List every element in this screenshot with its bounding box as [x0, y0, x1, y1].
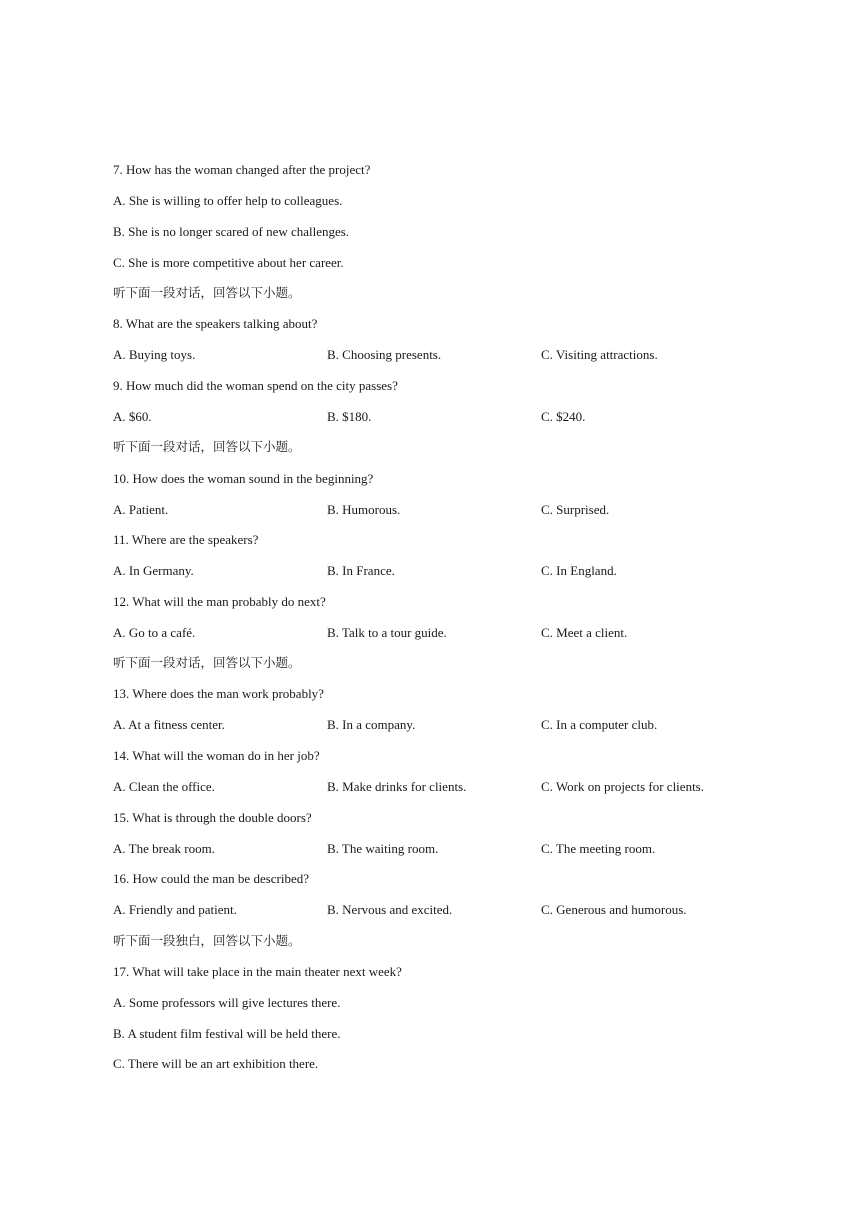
- q16-option-a: A. Friendly and patient.: [113, 902, 237, 917]
- q15-option-b: B. The waiting room.: [327, 841, 439, 856]
- q16-option-b: B. Nervous and excited.: [327, 902, 453, 917]
- question-16: 16. How could the man be described?: [113, 871, 310, 886]
- question-7: 7. How has the woman changed after the project?: [113, 162, 371, 177]
- q8-option-a: A. Buying toys.: [113, 347, 196, 362]
- q15-option-a: A. The break room.: [113, 841, 215, 856]
- q14-option-b: B. Make drinks for clients.: [327, 779, 467, 794]
- question-8: 8. What are the speakers talking about?: [113, 316, 318, 331]
- q15-option-c: C. The meeting room.: [541, 841, 656, 856]
- q7-option-c: C. She is more competitive about her career.: [113, 255, 344, 270]
- q17-option-a: A. Some professors will give lectures there.: [113, 995, 341, 1010]
- q14-option-a: A. Clean the office.: [113, 779, 215, 794]
- q13-option-a: A. At a fitness center.: [113, 717, 225, 732]
- q9-option-c: C. $240.: [541, 409, 586, 424]
- section-instruction: 听下面一段对话，回答以下小题。: [113, 655, 301, 670]
- q10-option-b: B. Humorous.: [327, 502, 401, 517]
- q7-option-b: B. She is no longer scared of new challenges.: [113, 224, 350, 239]
- question-12: 12. What will the man probably do next?: [113, 594, 326, 609]
- q11-option-c: C. In England.: [541, 563, 617, 578]
- q10-option-c: C. Surprised.: [541, 502, 610, 517]
- q11-option-a: A. In Germany.: [113, 563, 194, 578]
- q8-option-b: B. Choosing presents.: [327, 347, 442, 362]
- question-14: 14. What will the woman do in her job?: [113, 748, 320, 763]
- q12-option-b: B. Talk to a tour guide.: [327, 625, 447, 640]
- q13-option-c: C. In a computer club.: [541, 717, 658, 732]
- q16-option-c: C. Generous and humorous.: [541, 902, 687, 917]
- question-13: 13. Where does the man work probably?: [113, 686, 324, 701]
- question-9: 9. How much did the woman spend on the city passes?: [113, 378, 398, 393]
- q12-option-c: C. Meet a client.: [541, 625, 628, 640]
- q14-option-c: C. Work on projects for clients.: [541, 779, 704, 794]
- question-15: 15. What is through the double doors?: [113, 810, 312, 825]
- q13-option-b: B. In a company.: [327, 717, 416, 732]
- q17-option-b: B. A student film festival will be held there.: [113, 1026, 341, 1041]
- section-instruction: 听下面一段独白，回答以下小题。: [113, 933, 301, 948]
- q12-option-a: A. Go to a café.: [113, 625, 196, 640]
- question-17: 17. What will take place in the main theater next week?: [113, 964, 402, 979]
- q9-option-b: B. $180.: [327, 409, 372, 424]
- q9-option-a: A. $60.: [113, 409, 152, 424]
- section-instruction: 听下面一段对话，回答以下小题。: [113, 439, 301, 454]
- q17-option-c: C. There will be an art exhibition there.: [113, 1056, 319, 1071]
- question-10: 10. How does the woman sound in the beginning?: [113, 471, 374, 486]
- q8-option-c: C. Visiting attractions.: [541, 347, 658, 362]
- section-instruction: 听下面一段对话，回答以下小题。: [113, 285, 301, 300]
- q7-option-a: A. She is willing to offer help to colleagues.: [113, 193, 343, 208]
- q10-option-a: A. Patient.: [113, 502, 169, 517]
- question-11: 11. Where are the speakers?: [113, 532, 259, 547]
- q11-option-b: B. In France.: [327, 563, 395, 578]
